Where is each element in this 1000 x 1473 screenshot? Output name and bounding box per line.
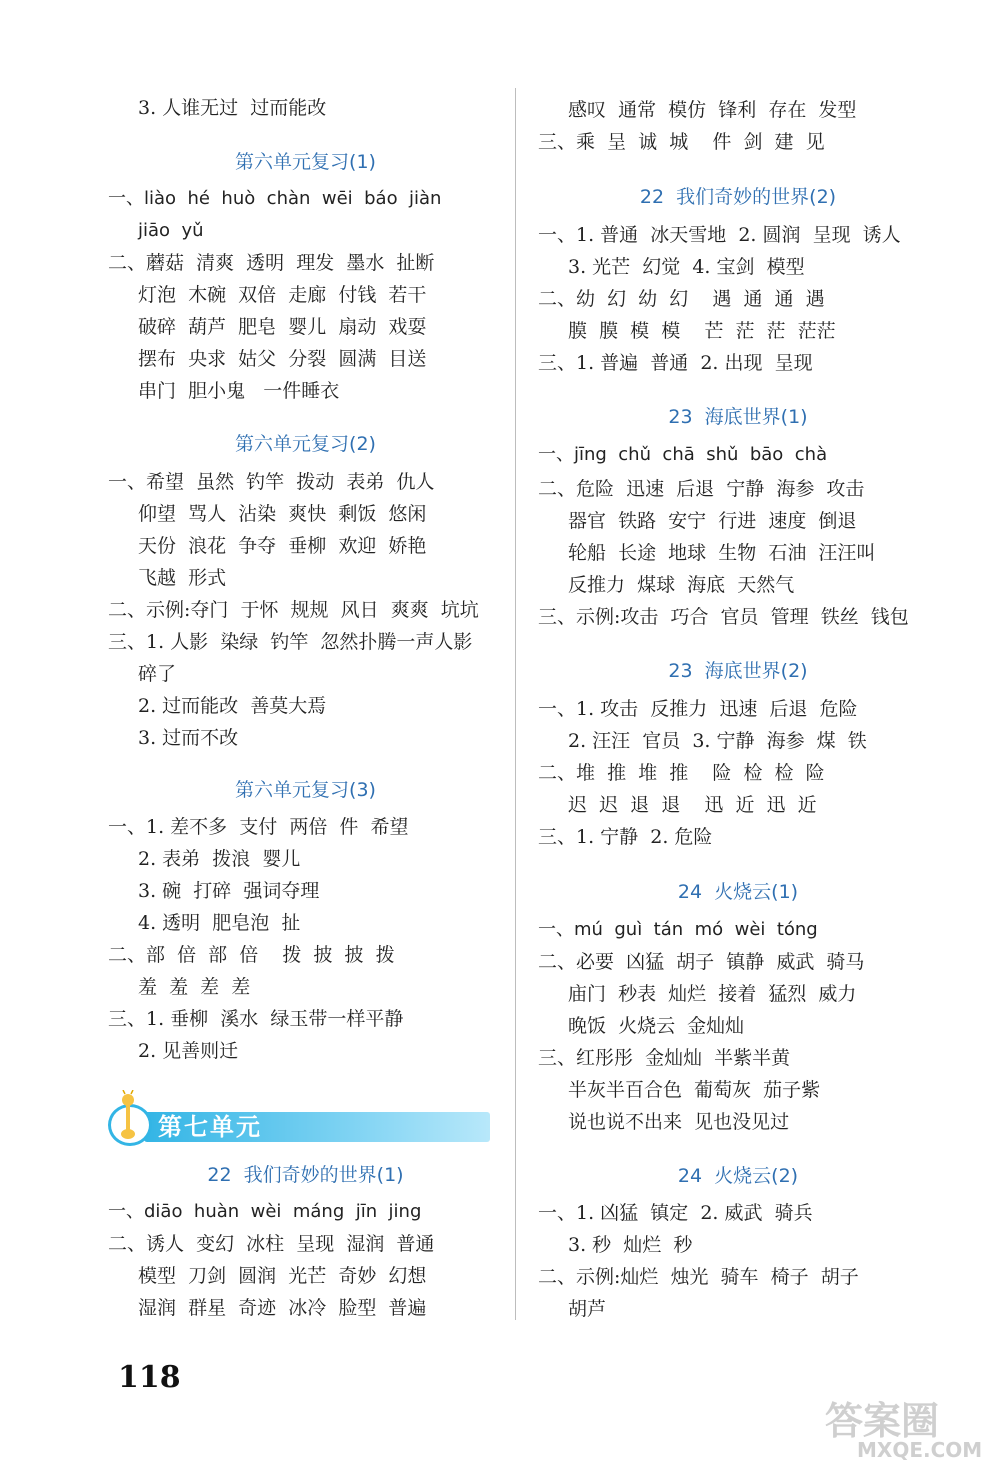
answer-line: 器官 铁路 安宁 行进 速度 倒退 — [568, 510, 857, 532]
answer-line: 二、堆 推 堆 推 险 检 检 险 — [538, 762, 825, 784]
answer-line: 二、危险 迅速 后退 宁静 海参 攻击 — [538, 478, 865, 500]
answer-line: 胡芦 — [568, 1298, 607, 1320]
answer-line: 3. 碗 打碎 强词夺理 — [138, 880, 320, 902]
answer-line: 膜 膜 模 模 芒 茫 茫 茫茫 — [568, 320, 836, 342]
answer-line: 羞 羞 差 差 — [138, 976, 251, 998]
answer-line: 仰望 骂人 沾染 爽快 剩饭 悠闲 — [138, 503, 427, 525]
section-heading: 24 火烧云(2) — [677, 1165, 799, 1187]
answer-line: 轮船 长途 地球 生物 石油 汪汪叫 — [568, 542, 876, 564]
section-heading: 22 我们奇妙的世界(1) — [207, 1164, 404, 1186]
unit-banner — [108, 1102, 491, 1148]
pinyin-line: 一、mú guì tán mó wèi tóng — [538, 919, 818, 940]
answer-line: 破碎 葫芦 肥皂 婴儿 扇动 戏耍 — [138, 316, 427, 338]
answer-line: 三、1. 垂柳 溪水 绿玉带一样平静 — [108, 1008, 404, 1030]
answer-line: 摆布 央求 姑父 分裂 圆满 目送 — [138, 348, 427, 370]
answer-line: 一、1. 差不多 支付 两倍 件 希望 — [108, 816, 409, 838]
answer-line: 2. 表弟 拨浪 婴儿 — [138, 848, 301, 870]
column-divider — [515, 88, 516, 1320]
answer-line: 飞越 形式 — [138, 567, 227, 589]
answer-line: 3. 人谁无过 过而能改 — [138, 97, 327, 119]
answer-line: 三、示例:攻击 巧合 官员 管理 铁丝 钱包 — [538, 606, 909, 628]
answer-line: 2. 汪汪 官员 3. 宁静 海参 煤 铁 — [568, 730, 867, 752]
answer-line: 3. 过而不改 — [138, 727, 239, 749]
pinyin-line: 一、jīng chǔ chā shǔ bāo chà — [538, 444, 828, 465]
watermark-title: 答案圈 — [825, 1399, 940, 1443]
unit-title: 第七单元 — [158, 1113, 262, 1141]
pinyin-line: jiāo yǔ — [138, 220, 204, 241]
section-heading: 22 我们奇妙的世界(2) — [639, 186, 837, 208]
section-heading: 24 火烧云(1) — [677, 881, 799, 903]
answer-line: 三、红彤彤 金灿灿 半紫半黄 — [538, 1047, 791, 1069]
answer-line: 半灰半百合色 葡萄灰 茄子紫 — [568, 1079, 821, 1101]
section-heading: 第六单元复习(1) — [235, 151, 376, 173]
answer-line: 反推力 煤球 海底 天然气 — [568, 574, 795, 596]
answer-line: 二、幼 幻 幼 幻 遇 通 通 遇 — [538, 288, 825, 310]
answer-line: 2. 过而能改 善莫大焉 — [138, 695, 327, 717]
answer-line: 晚饭 火烧云 金灿灿 — [568, 1015, 745, 1037]
answer-line: 一、1. 普通 冰天雪地 2. 圆润 呈现 诱人 — [538, 224, 901, 246]
section-heading: 第六单元复习(3) — [235, 779, 376, 801]
answer-line: 二、示例:夺门 于怀 规规 风日 爽爽 坑坑 — [108, 599, 479, 621]
answer-line: 一、1. 攻击 反推力 迅速 后退 危险 — [538, 698, 858, 720]
answer-line: 3. 秒 灿烂 秒 — [568, 1234, 693, 1256]
answer-line: 湿润 群星 奇迹 冰冷 脸型 普遍 — [138, 1297, 427, 1319]
answer-line: 天份 浪花 争夺 垂柳 欢迎 娇艳 — [138, 535, 427, 557]
answer-line: 三、乘 呈 诚 城 件 剑 建 见 — [538, 131, 825, 153]
answer-line: 三、1. 普遍 普通 2. 出现 呈现 — [538, 352, 813, 374]
answer-line: 2. 见善则迁 — [138, 1040, 239, 1062]
answer-line: 灯泡 木碗 双倍 走廊 付钱 若干 — [138, 284, 427, 306]
section-heading: 23 海底世界(2) — [668, 660, 808, 682]
answer-line: 碎了 — [138, 663, 177, 685]
watermark-logo — [805, 1390, 985, 1468]
answer-line: 4. 透明 肥皂泡 扯 — [138, 912, 301, 934]
page-number: 118 — [118, 1360, 181, 1395]
answer-line: 二、必要 凶猛 胡子 镇静 威武 骑马 — [538, 951, 865, 973]
answer-line: 模型 刀剑 圆润 光芒 奇妙 幻想 — [138, 1265, 427, 1287]
pinyin-line: 一、liào hé huò chàn wēi báo jiàn — [108, 188, 442, 209]
answer-line: 迟 迟 退 退 迅 近 迅 近 — [568, 794, 817, 816]
watermark-url: MXQE.COM — [857, 1438, 983, 1462]
answer-line: 说也说不出来 见也没见过 — [568, 1111, 790, 1133]
answer-line: 一、1. 凶猛 镇定 2. 威武 骑兵 — [538, 1202, 813, 1224]
answer-line: 串门 胆小鬼 一件睡衣 — [138, 380, 340, 402]
answer-line: 感叹 通常 模仿 锋利 存在 发型 — [568, 99, 857, 121]
answer-line: 三、1. 宁静 2. 危险 — [538, 826, 713, 848]
pinyin-line: 一、diāo huàn wèi máng jīn jing — [108, 1201, 422, 1222]
section-heading: 23 海底世界(1) — [668, 406, 808, 428]
answer-line: 三、1. 人影 染绿 钓竿 忽然扑腾一声人影 — [108, 631, 473, 653]
answer-line: 庙门 秒表 灿烂 接着 猛烈 威力 — [568, 983, 857, 1005]
answer-line: 二、示例:灿烂 烛光 骑车 椅子 胡子 — [538, 1266, 859, 1288]
answer-line: 一、希望 虽然 钓竿 拨动 表弟 仇人 — [108, 471, 435, 493]
answer-line: 二、部 倍 部 倍 拨 披 披 拨 — [108, 944, 395, 966]
answer-line: 3. 光芒 幻觉 4. 宝剑 模型 — [568, 256, 805, 278]
giraffe-icon — [118, 1090, 138, 1144]
answer-line: 二、诱人 变幻 冰柱 呈现 湿润 普通 — [108, 1233, 435, 1255]
answer-line: 二、蘑菇 清爽 透明 理发 墨水 扯断 — [108, 252, 435, 274]
section-heading: 第六单元复习(2) — [235, 433, 376, 455]
